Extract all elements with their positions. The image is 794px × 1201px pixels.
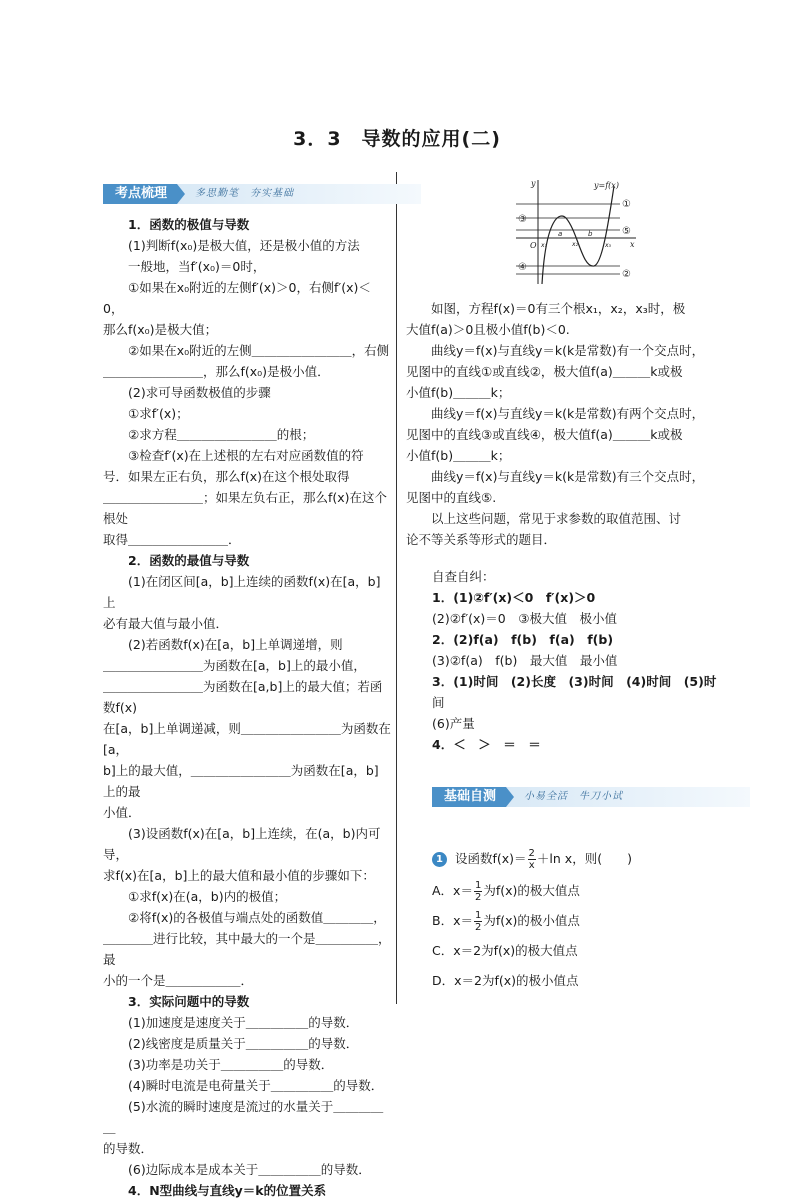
section-banner-selftest	[432, 787, 750, 807]
answer-line: 3．(1)时间 (2)长度 (3)时间 (4)时间 (5)时	[432, 674, 717, 689]
question-1	[432, 847, 732, 999]
answers-heading: 自查自纠：	[432, 569, 495, 584]
text-line: 必有最大值与最小值．	[103, 616, 229, 631]
frac-den: x	[528, 860, 535, 871]
frac-num: 2	[528, 848, 535, 859]
text-line: (3)设函数f(x)在[a，b]上连续，在(a，b)内可导，	[103, 826, 381, 862]
option-text: B．x＝	[432, 913, 473, 928]
section-heading: 4．N型曲线与直线y＝k的位置关系	[128, 1183, 327, 1198]
text-line: (1)加速度是速度关于＿＿＿＿＿的导数．	[128, 1015, 359, 1030]
text-line: ①如果在x₀附近的左侧f′(x)＞0，右侧f′(x)＜0，	[103, 280, 371, 316]
n-curve-graph	[508, 176, 644, 288]
option-b[interactable]	[432, 909, 732, 933]
option-text: 为f(x)的极大值点	[483, 883, 580, 898]
text-line: b]上的最大值，＿＿＿＿＿＿＿＿为函数在[a，b]上的最	[103, 763, 379, 799]
frac-num: 1	[474, 910, 482, 921]
answer-line: (6)产量	[432, 716, 475, 731]
text-line: 见图中的直线③或直线④，极大值f(a)＿＿＿k或极	[406, 427, 683, 442]
text-line: ②如果在x₀附近的左侧＿＿＿＿＿＿＿＿，右侧	[128, 343, 390, 358]
text-line: 小值f(b)＿＿＿k；	[406, 448, 511, 463]
option-c[interactable]	[432, 939, 732, 963]
banner-subtitle: 多思勤笔 夯实基础	[177, 184, 421, 204]
mark-3: ③	[518, 214, 527, 225]
text-line: (1)在闭区间[a，b]上连续的函数f(x)在[a，b]上	[103, 574, 381, 610]
text-line: ②将f(x)的各极值与端点处的函数值＿＿＿＿，	[128, 910, 386, 925]
column-divider	[396, 172, 397, 1004]
option-text: 为f(x)的极小值点	[483, 913, 580, 928]
text-line: (5)水流的瞬时速度是流过的水量关于＿＿＿＿＿	[103, 1099, 384, 1135]
text-line: ③检查f′(x)在上述根的左右对应函数值的符	[128, 448, 364, 463]
frac-num: 1	[474, 880, 482, 891]
text-line: (2)求可导函数极值的步骤	[128, 385, 271, 400]
answer-line: 2．(2)f(a) f(b) f(a) f(b)	[432, 632, 614, 647]
question-number: 1	[432, 852, 447, 867]
banner-subtitle: 小易全活 牛刀小试	[506, 787, 750, 807]
option-text: C．x＝2为f(x)的极大值点	[432, 943, 578, 958]
text-line: ＿＿＿＿＿＿＿＿，那么f(x₀)是极小值．	[103, 364, 330, 379]
stem-fraction	[528, 848, 536, 871]
option-fraction	[474, 910, 482, 933]
answers-block	[432, 566, 724, 755]
frac-den: 2	[474, 922, 482, 933]
text-line: 曲线y＝f(x)与直线y＝k(k是常数)有三个交点时，	[431, 469, 705, 484]
text-line: ②求方程＿＿＿＿＿＿＿＿的根；	[128, 427, 315, 442]
page-title: 3．3 导数的应用(二)	[293, 128, 501, 150]
section-heading: 2．函数的最值与导数	[128, 553, 250, 568]
text-line: (2)线密度是质量关于＿＿＿＿＿的导数．	[128, 1036, 359, 1051]
text-line: 的导数．	[103, 1141, 154, 1156]
answer-line: (3)②f(a) f(b) 最大值 最小值	[432, 653, 618, 668]
text-line: 见图中的直线⑤.	[406, 490, 497, 505]
text-line: ①求f′(x)；	[128, 406, 189, 421]
point-x3: x₃	[605, 242, 611, 249]
text-line: 取得＿＿＿＿＿＿＿＿．	[103, 532, 241, 547]
point-x2: x₂	[572, 241, 578, 248]
left-column	[103, 214, 391, 1201]
text-line: 小值f(b)＿＿＿k；	[406, 385, 511, 400]
answer-line: (2)②f′(x)＝0 ③极大值 极小值	[432, 611, 617, 626]
text-line: ＿＿＿＿进行比较，其中最大的一个是＿＿＿＿＿，最	[103, 931, 391, 967]
text-line: 曲线y＝f(x)与直线y＝k(k是常数)有一个交点时，	[431, 343, 705, 358]
text-line: 求f(x)在[a，b]上的最大值和最小值的步骤如下：	[103, 868, 375, 883]
text-line: 论不等关系等形式的题目．	[406, 532, 557, 547]
origin-label: O	[530, 241, 537, 250]
text-line: (2)若函数f(x)在[a，b]上单调递增，则	[128, 637, 343, 652]
frac-den: 2	[474, 892, 482, 903]
point-b: b	[588, 230, 593, 238]
options-list	[432, 879, 732, 993]
text-line: 见图中的直线①或直线②，极大值f(a)＿＿＿k或极	[406, 364, 683, 379]
y-axis-label: y	[531, 179, 536, 188]
text-line: 小值．	[103, 805, 141, 820]
question-stem	[432, 847, 732, 871]
answer-line: 间	[432, 695, 445, 710]
answer-line: 1．(1)②f′(x)＜0 f′(x)＞0	[432, 590, 596, 605]
curve-label: y=f(x)	[594, 181, 619, 190]
option-d[interactable]	[432, 969, 732, 993]
mark-2: ②	[622, 269, 631, 280]
banner-tag: 基础自测	[432, 787, 506, 807]
text-line: 在[a，b]上单调递减，则＿＿＿＿＿＿＿＿为函数在[a，	[103, 721, 391, 757]
option-fraction	[474, 880, 482, 903]
text-line: ＿＿＿＿＿＿＿＿；如果左负右正，那么f(x)在这个根处	[103, 490, 388, 526]
point-a: a	[558, 230, 563, 238]
right-column	[406, 298, 724, 550]
text-line: 曲线y＝f(x)与直线y＝k(k是常数)有两个交点时，	[431, 406, 705, 421]
x-axis-label: x	[630, 240, 635, 249]
section-banner-review	[103, 184, 421, 204]
stem-prefix: 设函数f(x)＝	[454, 851, 527, 866]
text-line: ＿＿＿＿＿＿＿＿为函数在[a,b]上的最大值；若函数f(x)	[103, 679, 383, 715]
mark-1: ①	[622, 199, 631, 210]
stem-suffix: ＋ln x，则( )	[536, 851, 632, 866]
text-line: (3)功率是功关于＿＿＿＿＿的导数．	[128, 1057, 334, 1072]
text-line: 以上这些问题，常见于求参数的取值范围、讨	[431, 511, 682, 526]
text-line: (1)判断f(x₀)是极大值，还是极小值的方法	[128, 238, 360, 253]
text-line: (4)瞬时电流是电荷量关于＿＿＿＿＿的导数．	[128, 1078, 384, 1093]
mark-4: ④	[518, 262, 527, 273]
option-a[interactable]	[432, 879, 732, 903]
answer-line: 4．＜ ＞ ＝ ＝	[432, 737, 541, 752]
curve	[542, 186, 614, 284]
text-line: 那么f(x₀)是极大值；	[103, 322, 218, 337]
section-heading: 3．实际问题中的导数	[128, 994, 250, 1009]
text-line: 一般地，当f′(x₀)＝0时，	[128, 259, 266, 274]
text-line: 大值f(a)＞0且极小值f(b)＜0.	[406, 322, 570, 337]
section-heading: 1．函数的极值与导数	[128, 217, 250, 232]
text-line: 小的一个是＿＿＿＿＿＿．	[103, 973, 254, 988]
text-line: ＿＿＿＿＿＿＿＿为函数在[a，b]上的最小值，	[103, 658, 366, 673]
text-line: ①求f(x)在(a，b)内的极值；	[128, 889, 287, 904]
mark-5: ⑤	[622, 226, 631, 237]
banner-tag: 考点梳理	[103, 184, 177, 204]
text-line: (6)边际成本是成本关于＿＿＿＿＿的导数．	[128, 1162, 371, 1177]
option-text: D．x＝2为f(x)的极小值点	[432, 973, 579, 988]
option-text: A．x＝	[432, 883, 473, 898]
text-line: 如图，方程f(x)＝0有三个根x₁，x₂，x₃时，极	[431, 301, 686, 316]
point-x1: x₁	[541, 242, 547, 249]
text-line: 号．如果左正右负，那么f(x)在这个根处取得	[103, 469, 350, 484]
